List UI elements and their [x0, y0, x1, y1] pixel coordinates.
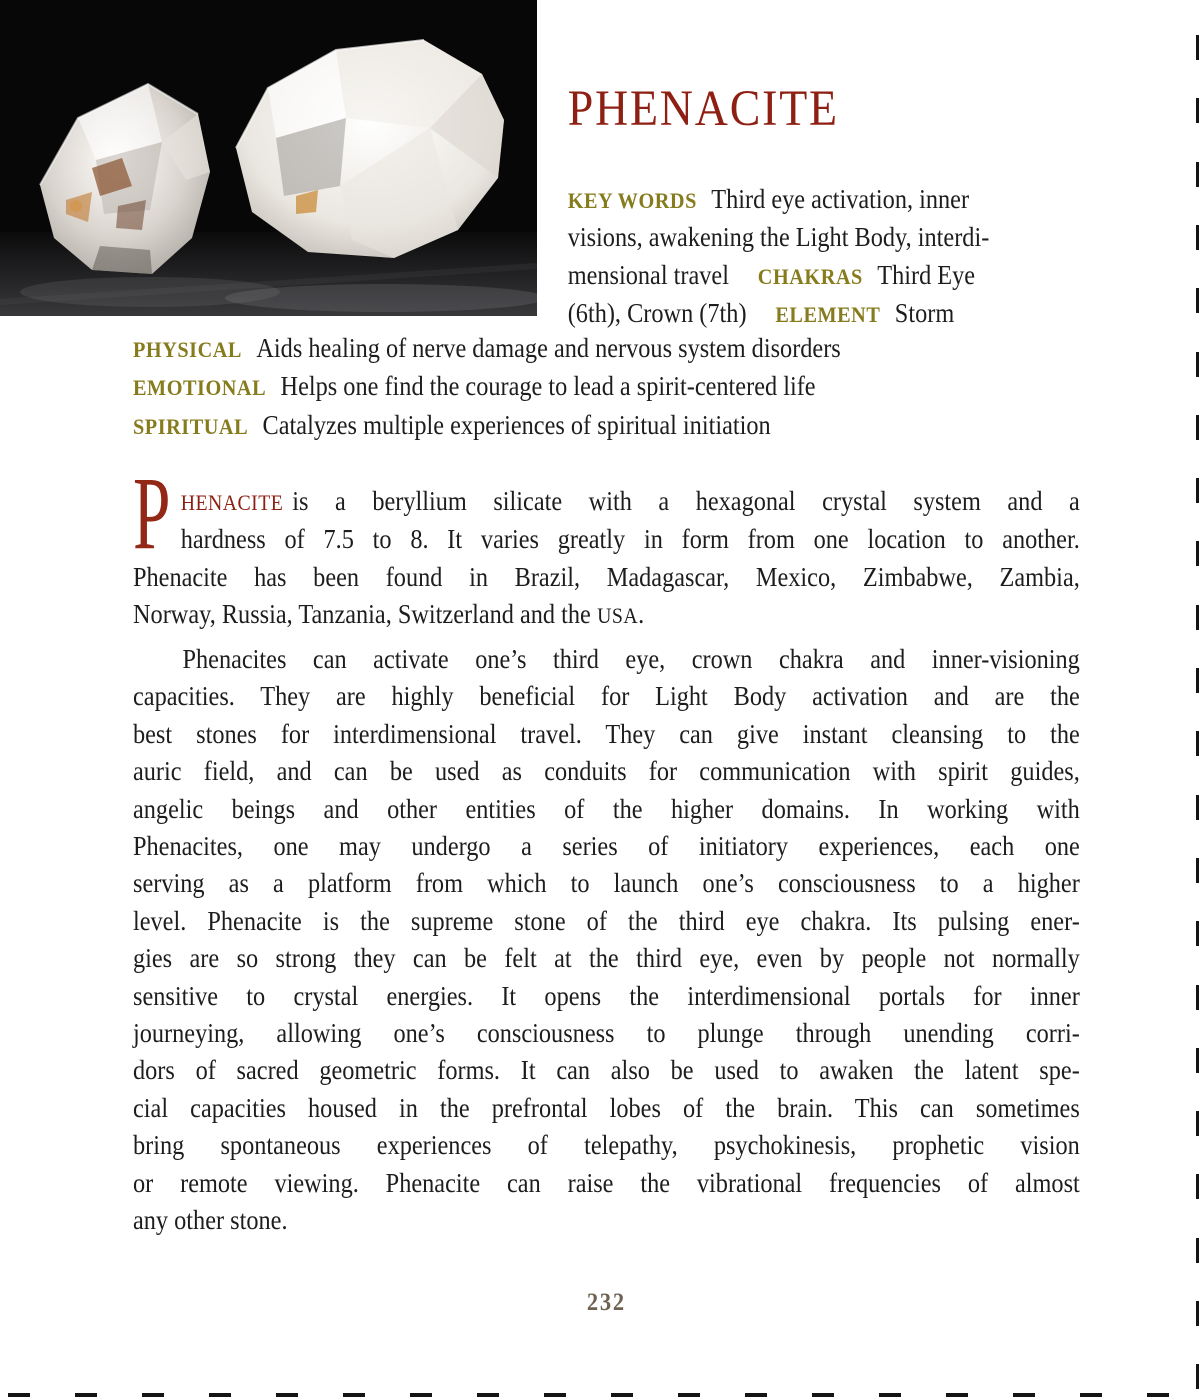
usa-smallcaps: USA: [597, 603, 639, 629]
edge-dash: [8, 1393, 30, 1397]
edge-dash: [678, 1393, 700, 1397]
body-line: cial capacities housed in the prefrontal lobes of the brain. This can sometimes: [133, 1092, 1080, 1123]
key-words-text-line1: Third eye activation, inner: [711, 184, 970, 214]
key-words-text-line2: visions, awakening the Light Body, interdi-: [567, 222, 990, 253]
edge-tick: [1196, 795, 1199, 820]
body-line: sensitive to crystal energies. It opens the interdimensional portals for inner: [133, 980, 1080, 1011]
edge-tick: [1196, 605, 1199, 630]
edge-dash: [477, 1393, 499, 1397]
edge-tick: [1196, 1364, 1199, 1389]
lead-smallcaps: HENACITE: [180, 490, 284, 515]
edge-dash: [879, 1393, 901, 1397]
physical-text: Aids healing of nerve damage and nervous system disorders: [256, 333, 841, 363]
spiritual-label: SPIRITUAL: [133, 413, 249, 439]
body-paragraph: [133, 641, 1080, 1240]
phenacite-crystals-photo: [0, 0, 537, 316]
edge-dash: [812, 1393, 834, 1397]
edge-tick: [1196, 98, 1199, 123]
body-line: serving as a platform from which to launch one’s consciousness to a higher: [133, 868, 1080, 899]
edge-tick: [1196, 1111, 1199, 1136]
edge-dash: [276, 1393, 298, 1397]
edge-tick: [1196, 352, 1199, 377]
element-label: ELEMENT: [775, 302, 881, 328]
edge-tick: [1196, 858, 1199, 883]
body-line: any other stone.: [133, 1205, 288, 1236]
keywords-block: [568, 181, 1072, 334]
body-line: auric field, and can be used as conduits for communication with spirit guides,: [133, 756, 1080, 787]
edge-dash: [142, 1393, 164, 1397]
edge-tick: [1196, 541, 1199, 566]
spiritual-text: Catalyzes multiple experiences of spiritual initiation: [262, 409, 771, 440]
body-line: dors of sacred geometric forms. It can also be used to awaken the latent spe-: [133, 1055, 1080, 1086]
page-number: 232: [586, 1289, 626, 1316]
edge-tick: [1196, 1238, 1199, 1263]
edge-tick: [1196, 35, 1199, 60]
body-line: or remote viewing. Phenacite can raise the vibrational frequencies of almost: [133, 1167, 1080, 1198]
key-words-label: KEY WORDS: [567, 188, 697, 213]
body-line: capacities. They are highly beneficial for Light Body activation and are the: [133, 681, 1080, 712]
edge-dash: [410, 1393, 432, 1397]
edge-tick: [1196, 668, 1199, 693]
drop-cap: P: [133, 456, 171, 571]
edge-tick: [1196, 985, 1199, 1010]
emotional-label: EMOTIONAL: [133, 375, 267, 401]
body-line: bring spontaneous experiences of telepathy, psychokinesis, prophetic vision: [133, 1130, 1080, 1161]
edge-dash: [343, 1393, 365, 1397]
edge-dash: [946, 1393, 968, 1397]
chakras-value-line2: (6th), Crown (7th): [567, 298, 747, 329]
edge-dash: [1147, 1393, 1169, 1397]
edge-tick: [1196, 1174, 1199, 1199]
edge-tick: [1196, 225, 1199, 250]
body-line: gies are so strong they can be felt at the third eye, even by people not normally: [133, 943, 1080, 974]
edge-dash: [611, 1393, 633, 1397]
body-line: Phenacites, one may undergo a series of initiatory experiences, each one: [133, 831, 1080, 862]
physical-label: PHYSICAL: [133, 337, 242, 362]
intro-paragraph: P HENACITE is a beryllium silicate with a hexagonal crystal system and a hardness of 7.5 to 8. It varies greatly in form from one location to another. Phenacite has been found in Brazil, Madagascar, Mexico, Zimbabwe, Zambia, Norway, Russia, Tanzania, Switzerland and the USA.: [133, 456, 1080, 630]
chakras-value: Third Eye: [877, 259, 976, 290]
body-line: Phenacites can activate one’s third eye, crown chakra and inner-visioning: [182, 644, 1080, 674]
edge-tick: [1196, 162, 1199, 187]
element-value: Storm: [894, 298, 955, 329]
edge-dash: [1080, 1393, 1102, 1397]
edge-tick: [1196, 1048, 1199, 1073]
body-line: level. Phenacite is the supreme stone of the third eye chakra. Its pulsing ener-: [133, 905, 1080, 936]
edge-tick: [1196, 921, 1199, 946]
body-line: best stones for interdimensional travel. They can give instant cleansing to the: [133, 718, 1080, 749]
attributes-block: [133, 330, 1080, 445]
body-line: journeying, allowing one’s consciousness to plunge through unending corri-: [133, 1018, 1080, 1049]
edge-dash: [75, 1393, 97, 1397]
edge-dash: [1013, 1393, 1035, 1397]
emotional-text: Helps one find the courage to lead a spirit-centered life: [280, 371, 816, 402]
chakras-label: CHAKRAS: [757, 263, 863, 289]
edge-dash: [209, 1393, 231, 1397]
body-line: angelic beings and other entities of the higher domains. In working with: [133, 793, 1080, 824]
edge-dash: [544, 1393, 566, 1397]
edge-tick: [1196, 478, 1199, 503]
edge-tick: [1196, 288, 1199, 313]
edge-tick: [1196, 731, 1199, 756]
edge-tick: [1196, 415, 1199, 440]
key-words-text-line3: mensional travel: [567, 259, 729, 290]
edge-tick: [1196, 1301, 1199, 1326]
page-title: PHENACITE: [567, 81, 839, 137]
edge-dash: [745, 1393, 767, 1397]
